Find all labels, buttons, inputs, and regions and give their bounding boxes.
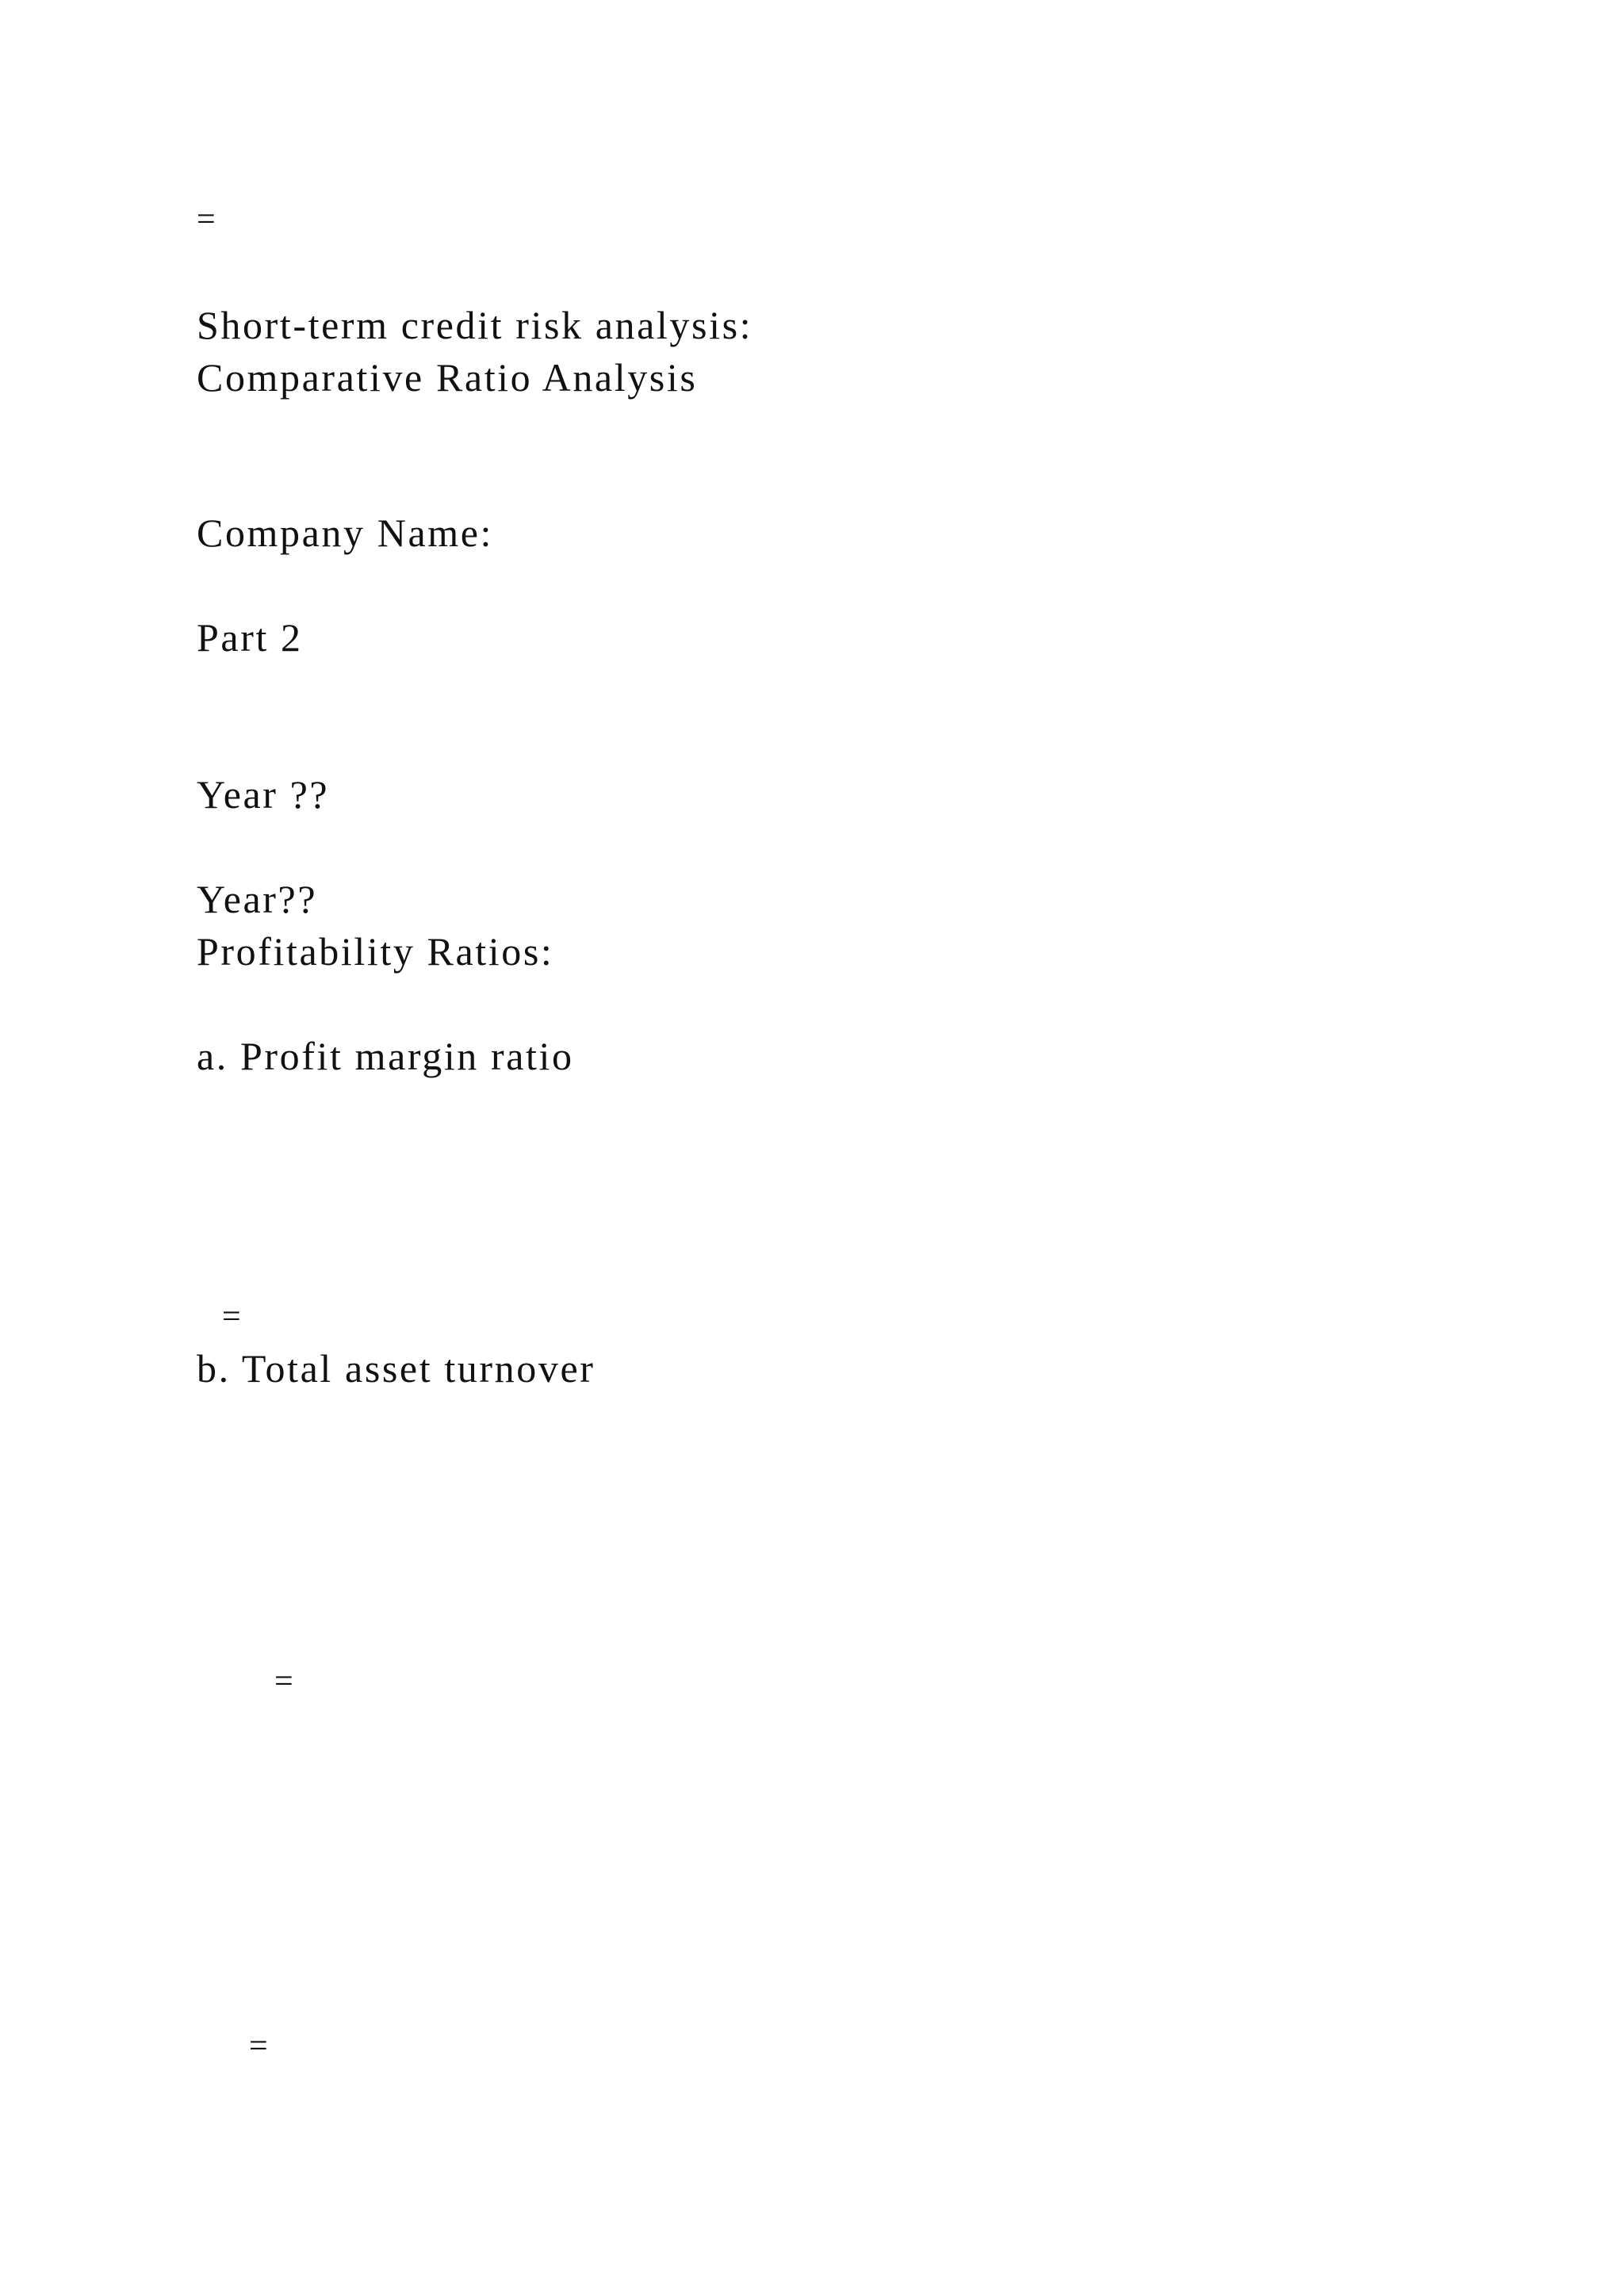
year-label-1: Year ??	[197, 772, 330, 817]
item-a-profit-margin: a. Profit margin ratio	[197, 1034, 574, 1078]
item-b-total-asset-turnover: b. Total asset turnover	[197, 1346, 596, 1391]
equals-sign: =	[222, 1299, 241, 1335]
heading-line-1: Short-term credit risk analysis:	[197, 303, 753, 347]
company-name-label: Company Name:	[197, 511, 494, 555]
part-label: Part 2	[197, 615, 303, 660]
equals-sign: =	[197, 201, 216, 238]
year-label-2: Year??	[197, 877, 318, 921]
section-profitability: Profitability Ratios:	[197, 929, 554, 974]
heading-line-2: Comparative Ratio Analysis	[197, 355, 698, 400]
equals-sign: =	[249, 2028, 268, 2064]
equals-sign: =	[274, 1663, 293, 1700]
